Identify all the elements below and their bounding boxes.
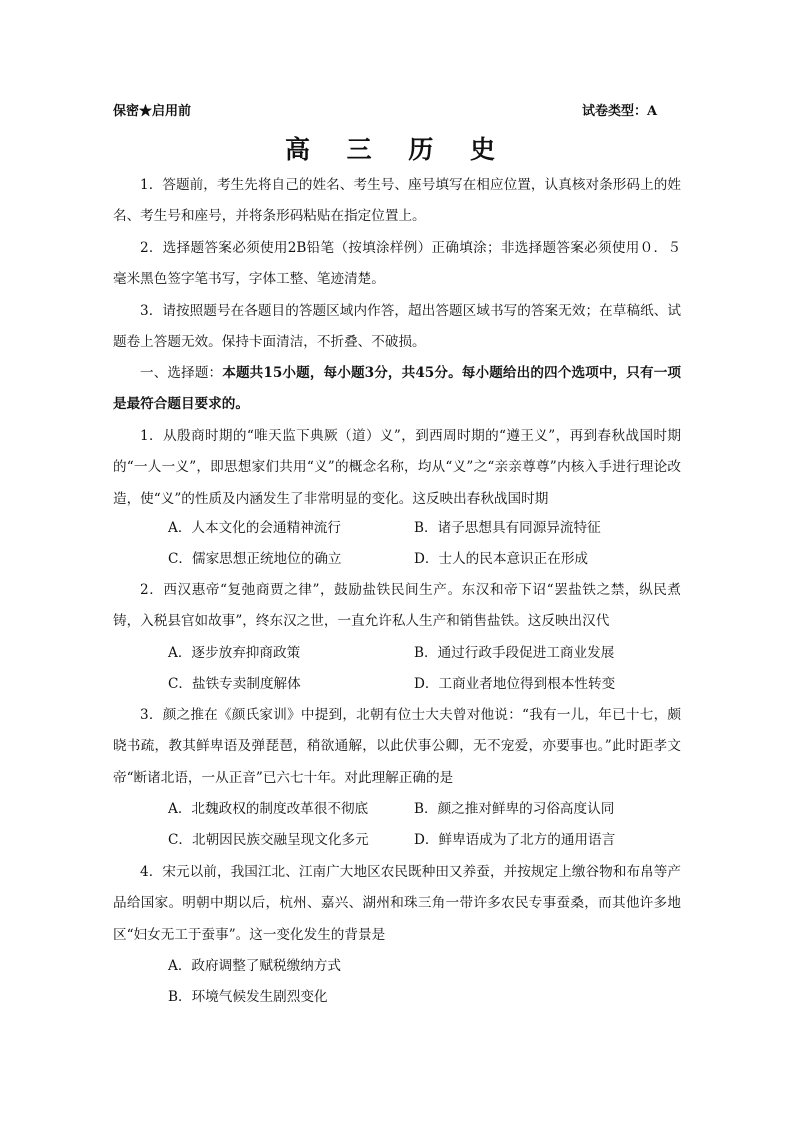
exam-title: 高 三 历 史 (284, 135, 510, 164)
question-3-option-b: B．颜之推对鲜卑的习俗高度认同 (414, 801, 615, 817)
question-2-option-d: D．工商业者地位得到根本性转变 (414, 676, 616, 692)
question-1-option-d: D．士人的民本意识正在形成 (414, 551, 589, 567)
question-4-stem: 4．宋元以前，我国江北、江南广大地区农民既种田又养蚕，并按规定上缴谷物和布帛等产品给国家。明朝中期以后，杭州、嘉兴、湖州和珠三角一带许多农民专事蚕桑，而其他许多地区“妇女无工于蚕事”。这一变化发生的背景是 (113, 864, 681, 943)
section-description: 本题共15小题，每小题3分，共45分。每小题给出的四个选项中，只有一项是最符合题目要求的。 (113, 365, 681, 413)
question-1-option-a: A．人本文化的会通精神流行 (168, 520, 341, 536)
question-2-option-c: C．盐铁专卖制度解体 (168, 676, 301, 692)
question-4-option-b: B．环境气候发生剧烈变化 (168, 989, 328, 1005)
question-1-option-b: B．诸子思想具有同源异流特征 (414, 520, 601, 536)
question-4-option-a: A．政府调整了赋税缴纳方式 (168, 958, 341, 974)
question-2-stem: 2．西汉惠帝“复弛商贾之律”，鼓励盐铁民间生产。东汉和帝下诏“罢盐铁之禁，纵民煮铸，入税县官如故事”，终东汉之世，一直允许私人生产和销售盐铁。这反映出汉代 (113, 582, 681, 630)
instruction-2: 2．选择题答案必须使用2B铅笔（按填涂样例）正确填涂；非选择题答案必须使用０．５毫米黑色签字笔书写，字体工整、笔迹清楚。 (113, 240, 681, 288)
question-3-stem: 3．颜之推在《颜氏家训》中提到，北朝有位士大夫曾对他说：“我有一儿，年已十七，颇晓书疏，教其鲜卑语及弹琵琶，稍欲通解，以此伏事公卿，无不宠爱，亦要事也。”此时距孝文帝“断诸北语，一从正音”已六七十年。对此理解正确的是 (113, 707, 681, 786)
instruction-3: 3．请按照题号在各题目的答题区域内作答，超出答题区域书写的答案无效；在草稿纸、试题卷上答题无效。保持卡面清洁，不折叠、不破损。 (113, 303, 681, 351)
section-heading (113, 358, 681, 421)
question-2-option-a: A．逐步放弃抑商政策 (168, 645, 301, 661)
instruction-1: 1．答题前，考生先将自己的姓名、考生号、座号填写在相应位置，认真核对条形码上的姓名、考生号和座号，并将条形码粘贴在指定位置上。 (113, 177, 681, 225)
paper-type-label: 试卷类型：A (582, 104, 658, 119)
confidential-label: 保密★启用前 (113, 104, 192, 119)
question-1-option-c: C．儒家思想正统地位的确立 (168, 551, 342, 567)
question-2-option-b: B．通过行政手段促进工商业发展 (414, 645, 615, 661)
question-1-stem: 1．从殷商时期的“唯天监下典厥（道）义”，到西周时期的“遵王义”，再到春秋战国时期的“一人一义”，即思想家们共用“义”的概念名称，均从“义”之“亲亲尊尊”内核入手进行理论改造，使“义”的性质及内涵发生了非常明显的变化。这反映出春秋战国时期 (113, 428, 681, 507)
question-3-option-d: D．鲜卑语成为了北方的通用语言 (414, 832, 616, 848)
section-prefix: 一、选择题： (140, 365, 223, 381)
question-3-option-c: C．北朝因民族交融呈现文化多元 (168, 832, 369, 848)
question-3-option-a: A．北魏政权的制度改革很不彻底 (168, 801, 369, 817)
